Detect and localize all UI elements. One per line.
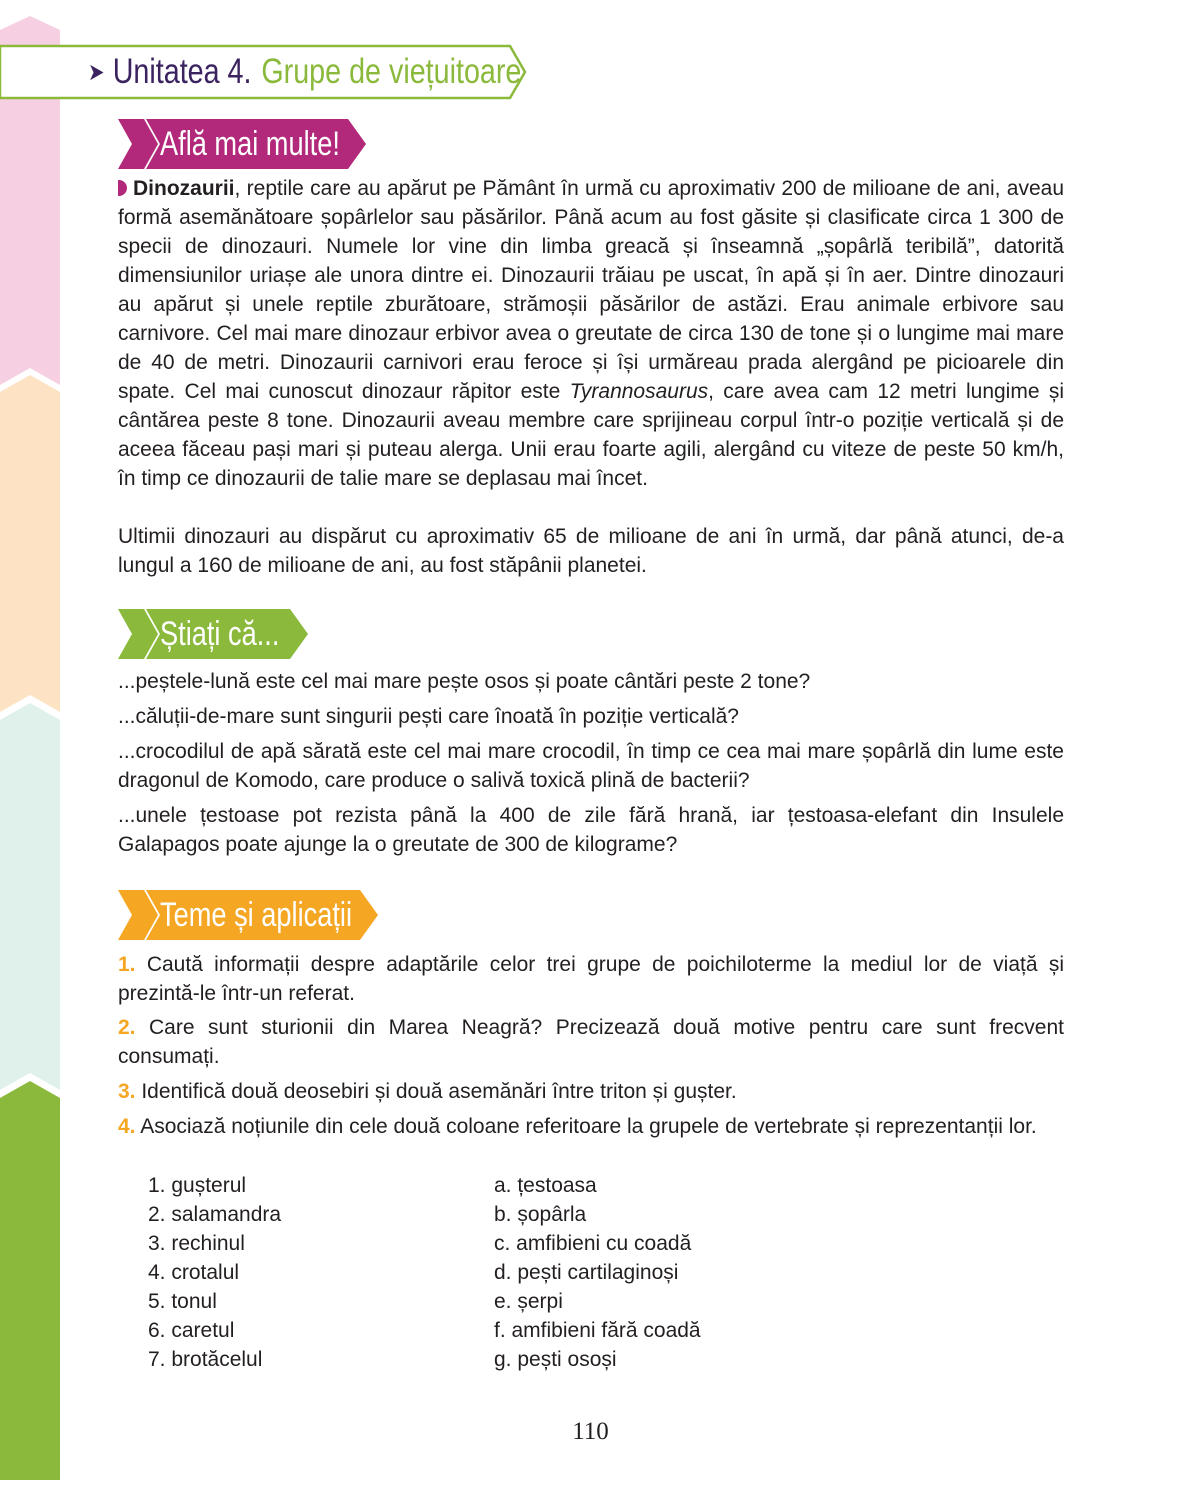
section-header-stiati	[118, 609, 310, 659]
section-title-stiati: Știați că...	[160, 614, 280, 653]
list-item: e. șerpi	[494, 1290, 563, 1313]
list-item: c. amfibieni cu coadă	[494, 1232, 692, 1255]
side-color-band	[0, 0, 60, 1506]
list-item: 1. gușterul	[148, 1174, 247, 1197]
list-item: 3. rechinul	[148, 1232, 245, 1255]
fact-item: ...crocodilul de apă sărată este cel mai mare crocodil, în timp ce cea mai mare șopârlă din lume este dragonul de Komodo, care produce o salivă toxică plină de bacterii?	[118, 740, 1064, 792]
dinosaur-lead: Dinozaurii	[133, 177, 235, 200]
dinosaur-paragraph-end: Ultimii dinozauri au dispărut cu aproximativ 65 de milioane de ani în urmă, dar până atunci, de-a lungul a 160 de milioane de ani, au fost stăpânii planetei.	[118, 525, 1064, 577]
arrow-icon: ➤	[88, 58, 105, 86]
unit-title	[88, 46, 521, 98]
list-item: a. țestoasa	[494, 1174, 597, 1197]
bullet-icon	[118, 180, 127, 196]
page-number: 110	[572, 1418, 609, 1445]
dinosaur-paragraph: Dinozaurii, reptile care au apărut pe Pământ în urmă cu aproximativ 200 de milioane de ani, aveau formă asemănătoare șopârlelor sau păsărilor. Până acum au fost găsite și clasificate circa 1 300 de specii de dinozauri. Numele lor vine din limba greacă și înseamnă „șopârlă teribilă”, datorită dimensiunilor uriașe ale unora dintre ei. Dinozaurii trăiau pe uscat, în apă și în aer. Dintre dinozauri au apărut și unele reptile zburătoare, strămoșii păsărilor de astăzi. Erau animale erbivore sau carnivore. Cel mai mare dinozaur erbivor avea o greutate de circa 130 de tone și o lungime mai mare de 40 de metri. Dinozaurii carnivori erau feroce și își urmăreau prada alergând pe picioarele din spate. Cel mai cunoscut dinozaur răpitor este Tyrannosaurus, care avea cam 12 metri lungime și cântărea peste 8 tone. Dinozaurii aveau membre care sprijineau corpul într-o poziție verticală și de aceea făceau pași mari și puteau alerga. Unii erau foarte agili, alergând cu viteze de peste 50 km/h, în timp ce dinozaurii de talie mare se deplasau mai încet.	[118, 177, 1065, 490]
section-title-afla: Află mai multe!	[160, 124, 340, 163]
list-item: 4. crotalul	[148, 1261, 240, 1284]
section-title-teme: Teme și aplicații	[160, 895, 352, 934]
task-item: 3. Identifică două deosebiri și două asemănări între triton și gușter.	[118, 1080, 737, 1103]
list-item: 6. caretul	[148, 1319, 235, 1342]
list-item: 5. tonul	[148, 1290, 217, 1313]
list-item: b. șopârla	[494, 1203, 587, 1226]
task-item: 4. Asociază noțiunile din cele două coloane referitoare la grupele de vertebrate și reprezentanții lor.	[118, 1115, 1037, 1138]
section-header-afla	[118, 119, 368, 169]
unit-label: Unitatea 4.	[112, 52, 252, 91]
matching-right-column	[494, 1171, 701, 1374]
fact-item: ...peștele-lună este cel mai mare pește osos și poate cântări peste 2 tone?	[118, 670, 811, 693]
matching-left-column	[148, 1171, 281, 1374]
list-item: 2. salamandra	[148, 1203, 282, 1226]
fact-item: ...căluții-de-mare sunt singurii pești care înoată în poziție verticală?	[118, 705, 739, 728]
list-item: 7. brotăcelul	[148, 1348, 263, 1371]
fact-item: ...unele țestoase pot rezista până la 400 de zile fără hrană, iar țestoasa-elefant din Insulele Galapagos poate ajunge la o greutate de 300 de kilograme?	[118, 804, 1064, 856]
section-header-teme	[118, 890, 380, 940]
list-item: d. pești cartilaginoși	[494, 1261, 679, 1284]
unit-subtitle: Grupe de viețuitoare	[261, 52, 522, 91]
task-item: 1. Caută informații despre adaptările celor trei grupe de poichiloterme la mediul lor de viață și prezintă-le într-un referat.	[118, 953, 1064, 1005]
task-item: 2. Care sunt sturionii din Marea Neagră? Precizează două motive pentru care sunt frecvent consumați.	[118, 1016, 1064, 1068]
tyrannosaurus-term: Tyrannosaurus	[569, 380, 709, 403]
list-item: g. pești osoși	[494, 1348, 617, 1371]
list-item: f. amfibieni fără coadă	[494, 1319, 701, 1342]
